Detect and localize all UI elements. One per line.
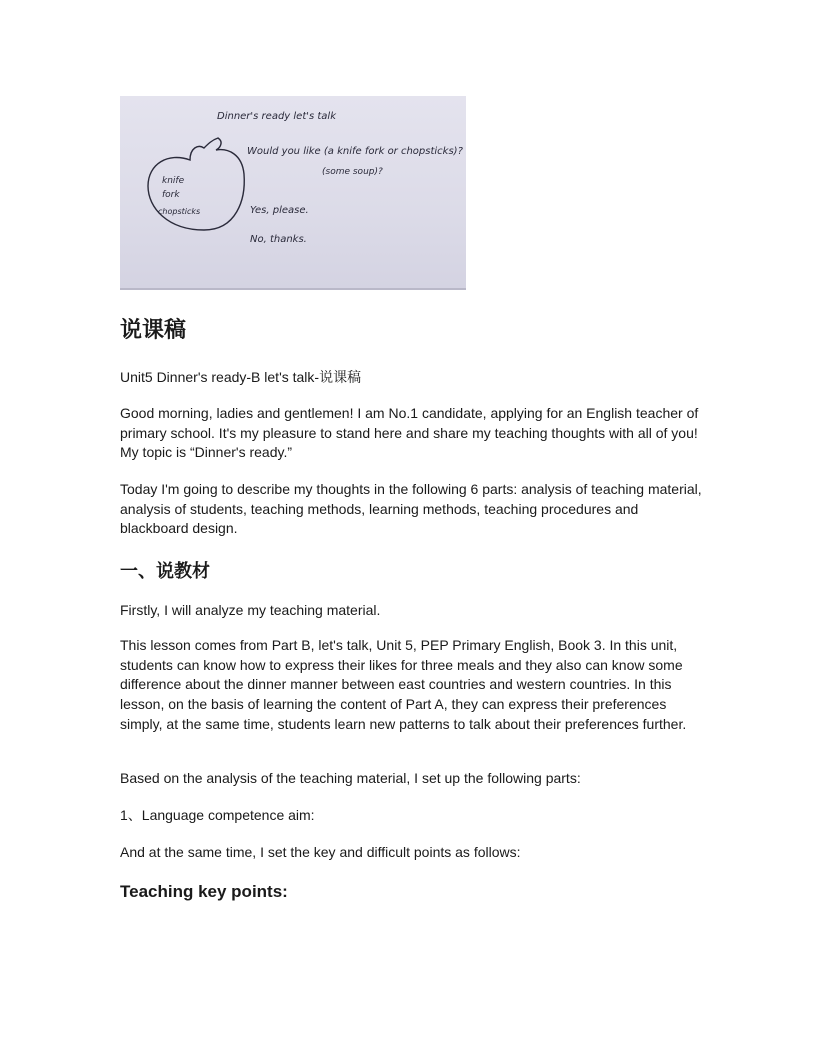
handwriting-yes-please: Yes, please. (250, 205, 309, 216)
handwriting-knife: knife (162, 176, 185, 186)
page-title: 说课稿 (120, 318, 187, 343)
handwriting-chopsticks: chopsticks (158, 207, 201, 216)
key-points-intro: And at the same time, I set the key and difficult points as follows: (120, 844, 521, 860)
outline-paragraph: Today I'm going to describe my thoughts in the following 6 parts: analysis of teaching material, analysis of students, teaching methods, learning methods, teaching procedures and blackboard design. (120, 481, 702, 537)
handwriting-line-2: Would you like (a knife fork or chopsticks)? (247, 146, 463, 157)
handwriting-fork: fork (162, 190, 180, 200)
language-aim-item: 1、Language competence aim: (120, 807, 315, 823)
subtitle: Unit5 Dinner's ready-B let's talk-说课稿 (120, 369, 362, 385)
section-heading-teaching-material: 一、说教材 (120, 561, 210, 582)
firstly-paragraph: Firstly, I will analyze my teaching material. (120, 602, 381, 618)
teaching-key-points-heading: Teaching key points: (120, 882, 288, 901)
handwriting-line-1: Dinner's ready let's talk (217, 111, 336, 122)
lesson-paragraph: This lesson comes from Part B, let's talk, Unit 5, PEP Primary English, Book 3. In this unit, students can know how to express their likes for three meals and they also can know some difference about the dinner manner between east countries and western countries. In this lesson, on the basis of learning the content of Part A, they can express their preferences simply, at the same time, students learn new patterns to talk about their preferences further. (120, 637, 687, 732)
handwriting-drawing (120, 96, 466, 288)
blackboard-photo (120, 96, 466, 290)
based-on-paragraph: Based on the analysis of the teaching material, I set up the following parts: (120, 770, 581, 786)
handwriting-no-thanks: No, thanks. (250, 234, 307, 245)
intro-paragraph: Good morning, ladies and gentlemen! I am No.1 candidate, applying for an English teacher of primary school. It's my pleasure to stand here and share my teaching thoughts with all of you! My topic is “Dinner's ready.” (120, 405, 699, 461)
handwriting-line-3: (some soup)? (322, 167, 383, 177)
